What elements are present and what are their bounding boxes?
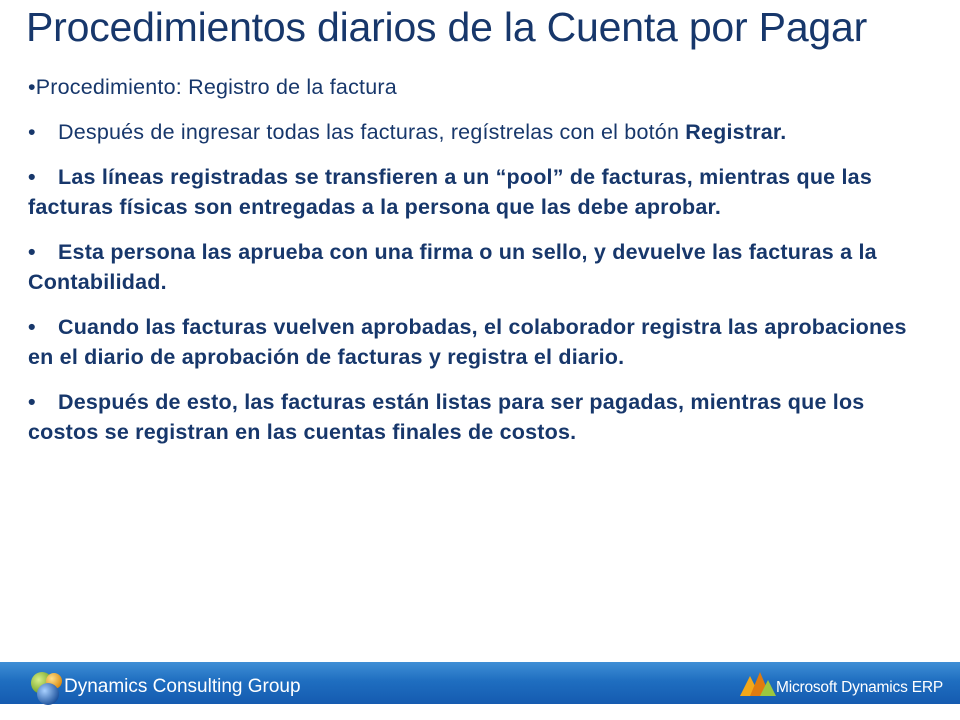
step-post-invoices [28, 117, 908, 147]
footer-bottom-strip [0, 704, 960, 720]
step-register-approvals [28, 312, 908, 372]
step-approve [28, 237, 908, 297]
procedure-heading [28, 72, 908, 102]
company-logo-icon [28, 668, 68, 708]
slide-body [28, 72, 908, 462]
bullet-icon: • [28, 390, 36, 414]
footer-company-name: Dynamics Consulting Group [64, 676, 301, 697]
bullet-icon: • [28, 120, 36, 144]
register-button-reference: Registrar. [685, 120, 787, 144]
slide-title: Procedimientos diarios de la Cuenta por Pagar [26, 4, 868, 50]
bullet-icon: • [28, 315, 36, 339]
step-ready-for-payment [28, 387, 908, 447]
bullet-icon: • [28, 165, 36, 189]
procedure-heading-text: Procedimiento: Registro de la factura [35, 75, 397, 99]
step-transfer-pool [28, 162, 908, 222]
bullet-icon: • [28, 240, 36, 264]
step-register-approvals-text: Cuando las facturas vuelven aprobadas, el colaborador registra las aprobaciones en el diario de aprobación de facturas y registra el diario. [28, 315, 907, 369]
footer-brand-name: Microsoft Dynamics ERP [776, 679, 943, 696]
step-ready-for-payment-text: Después de esto, las facturas están listas para ser pagadas, mientras que los costos se registran en las cuentas finales de costos. [28, 390, 865, 444]
step-transfer-pool-text: Las líneas registradas se transfieren a un “pool” de facturas, mientras que las facturas físicas son entregadas a la persona que las debe aprobar. [28, 165, 872, 219]
step-approve-text: Esta persona las aprueba con una firma o un sello, y devuelve las facturas a la Contabilidad. [28, 240, 877, 294]
bullet-icon: • [28, 75, 36, 99]
step-post-invoices-text: Después de ingresar todas las facturas, regístrelas con el botón [58, 120, 686, 144]
